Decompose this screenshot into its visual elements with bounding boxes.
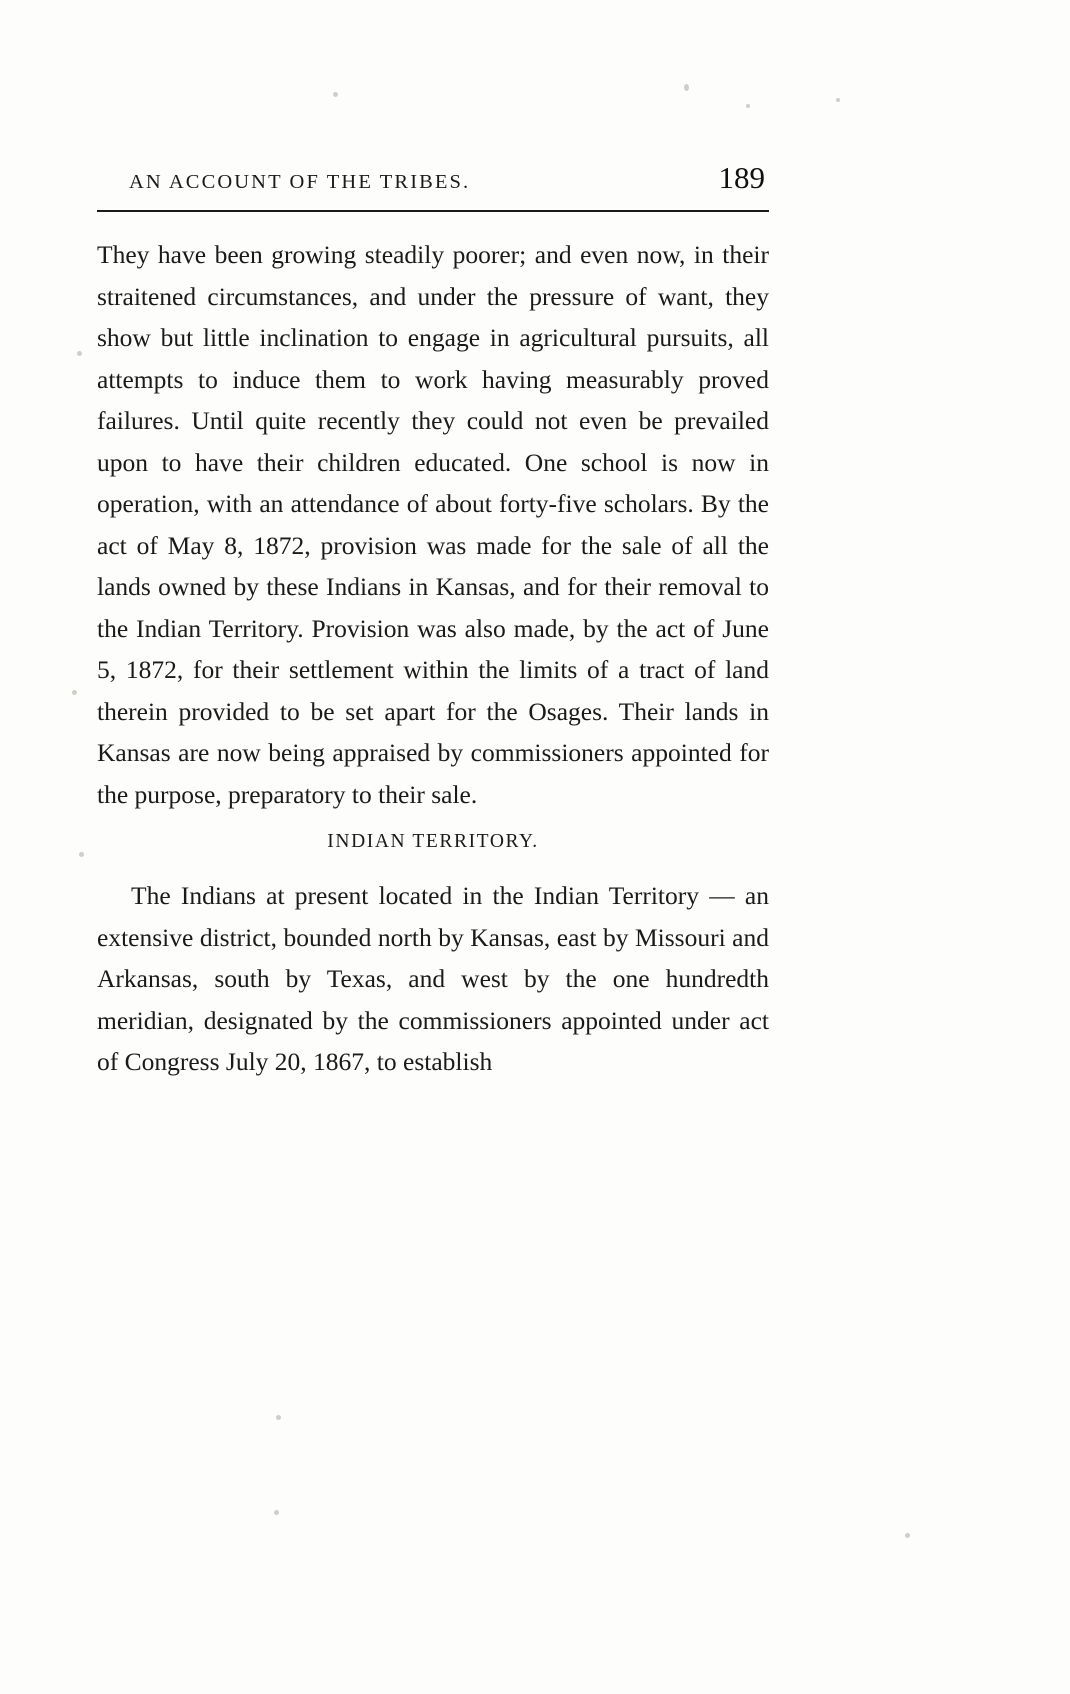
header-rule [97,210,769,212]
page-header [97,160,769,196]
scan-speckle [77,351,82,356]
scan-speckle [333,92,338,97]
scan-speckle [684,84,689,91]
scan-speckle [905,1533,910,1538]
scan-speckle [274,1510,279,1515]
body-text-second [97,875,769,1083]
section-heading: INDIAN TERRITORY. [327,831,539,852]
scan-speckle [276,1415,281,1420]
page-content [97,160,769,1083]
scan-speckle [72,690,77,695]
paragraph-first: They have been growing steadily poorer; and even now, in their straitened circumstances, and under the pressure of want, they show but little inclination to engage in agricultural pursuits, all attempts to induce them to work having measurably proved failures. Until quite recently they could not even be prevailed upon to have their children educated. One school is now in operation, with an attendance of about forty-five scholars. By the act of May 8, 1872, provision was made for the sale of all the lands owned by these Indians in Kansas, and for their removal to the Indian Territory. Provision was also made, by the act of June 5, 1872, for their settlement within the limits of a tract of land therein provided to be set apart for the Osages. Their lands in Kansas are now being appraised by commissioners appointed for the purpose, preparatory to their sale. [97,240,769,809]
scan-speckle [79,852,84,857]
paragraph-second: The Indians at present located in the Indian Territory — an extensive district, bounded north by Kansas, east by Missouri and Arkansas, south by Texas, and west by the one hundredth meridian, designated by the commissioners appointed under act of Congress July 20, 1867, to establish [97,881,769,1076]
scan-speckle [836,98,840,102]
scan-speckle [746,104,750,108]
body-text [97,234,769,815]
page-number: 189 [718,160,765,195]
running-head: AN ACCOUNT OF THE TRIBES. [129,171,471,193]
